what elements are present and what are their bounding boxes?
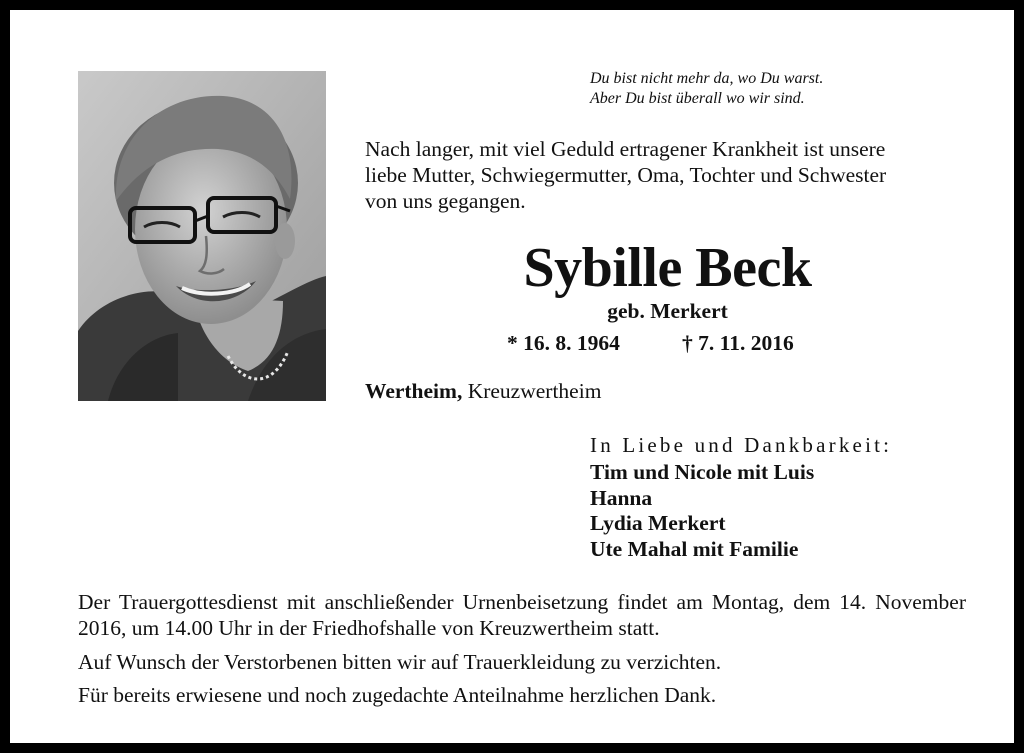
mourner-name: Hanna	[590, 485, 653, 510]
motto-quote	[590, 69, 823, 109]
mourners-heading: In Liebe und Dankbarkeit:	[590, 433, 893, 457]
dress-code-note: Auf Wunsch der Verstorbenen bitten wir auf Trauerkleidung zu verzichten.	[78, 650, 722, 674]
gratitude-note: Für bereits erwiesene und noch zugedachte Anteilnahme herzlichen Dank.	[78, 683, 717, 707]
mourner-name: Lydia Merkert	[590, 511, 726, 535]
funeral-service-info: Der Trauergottesdienst mit anschließender Urnenbeisetzung findet am Montag, dem 14. November 2016, um 14.00 Uhr in der Friedhofshalle von Kreuzwertheim statt.	[78, 590, 966, 640]
intro-text	[365, 136, 970, 214]
intro-line: liebe Mutter, Schwiegermutter, Oma, Tochter und Schwester	[365, 163, 887, 187]
intro-line: von uns gegangen.	[365, 189, 526, 213]
footer-text	[78, 589, 966, 708]
motto-line: Aber Du bist überall wo wir sind.	[590, 90, 805, 107]
portrait-photo	[78, 71, 326, 401]
death-date: † 7. 11. 2016	[682, 331, 794, 355]
birth-date: * 16. 8. 1964	[507, 331, 620, 355]
maiden-name: geb. Merkert	[607, 299, 728, 323]
mourner-name: Ute Mahal mit Familie	[590, 536, 799, 561]
portrait-image	[78, 71, 326, 401]
mourner-name: Tim und Nicole mit Luis	[590, 460, 815, 484]
deceased-name: Sybille Beck	[523, 237, 812, 299]
residence-district: Kreuzwertheim	[467, 379, 602, 403]
mourners-list	[590, 460, 814, 562]
residence	[365, 378, 601, 404]
intro-line: Nach langer, mit viel Geduld ertragener Krankheit ist unsere	[365, 137, 886, 161]
residence-city: Wertheim,	[365, 379, 463, 403]
motto-line: Du bist nicht mehr da, wo Du warst.	[590, 70, 824, 87]
